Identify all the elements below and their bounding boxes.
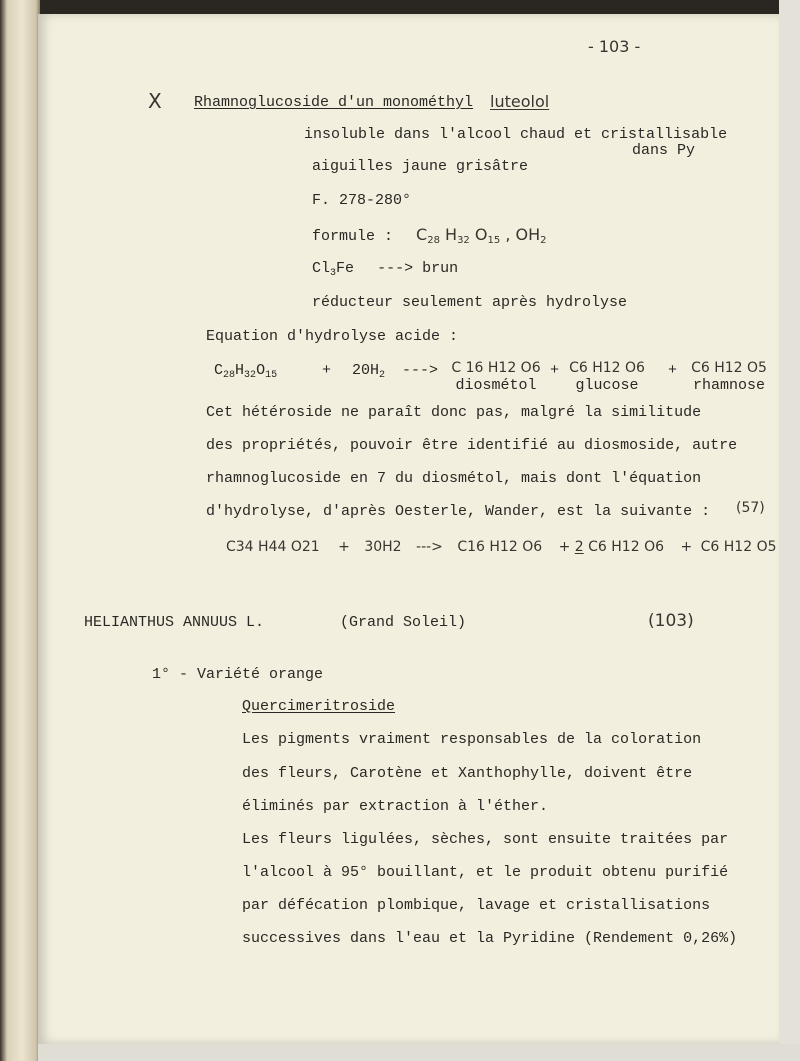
document-page: [38, 14, 779, 1044]
eq2-reactant: C34 H44 O21: [226, 539, 320, 555]
reference-57: (57): [736, 500, 765, 516]
page-number: - 103 -: [588, 37, 641, 56]
eq1-reactant: $C_{28}H_{32}O_{15}$: [214, 362, 278, 381]
eq1-product-rhamnose: C6 H12 O5 rhamnose: [691, 360, 767, 394]
equation-title: Equation d'hydrolyse acide :: [206, 328, 459, 345]
property-solubility: insoluble dans l'alcool chaud et cristallisable: [304, 126, 728, 143]
eq1-product-glucose: C6 H12 O6 glucose: [569, 360, 645, 394]
paragraph-line: Cet hétéroside ne paraît donc pas, malgré la similitude: [206, 404, 702, 421]
property-needles: aiguilles jaune grisâtre: [312, 158, 529, 175]
paragraph-line: des fleurs, Carotène et Xanthophylle, doivent être: [242, 765, 693, 782]
eq1-product-diosmetol: C 16 H12 O6 diosmétol: [451, 360, 541, 394]
scan-background-right: [779, 0, 800, 1061]
scan-background-bottom: [38, 1044, 800, 1061]
variety-heading: 1° - Variété orange: [152, 666, 324, 683]
formula-label: formule :: [312, 228, 394, 245]
paragraph-line: éliminés par extraction à l'éther.: [242, 798, 549, 815]
eq1-plus-1: +: [322, 362, 332, 379]
eq1-plus-3: +: [668, 362, 678, 379]
ferric-chloride-test: $Cl_3Fe$ ---> brun: [312, 260, 459, 279]
property-solubility-py: dans Py: [632, 142, 696, 159]
heading-luteolol: luteolol: [490, 92, 550, 111]
eq1-arrow: --->: [402, 362, 439, 379]
paragraph-line: l'alcool à 95° bouillant, et le produit obtenu purifié: [242, 864, 729, 881]
eq2-coefficient: 2: [574, 539, 584, 555]
eq2-line: C34 H44 O21 + 30H2 ---> C16 H12 O6 + 2 C6 H12 O6 + C6 H12 O5: [226, 539, 777, 555]
formula-line: [312, 226, 546, 250]
section-species-name: HELIANTHUS ANNUUS L.: [84, 614, 265, 631]
eq1-plus-2: +: [550, 362, 560, 379]
section-common-name: (Grand Soleil): [340, 614, 467, 631]
compound-heading: Quercimeritroside: [242, 698, 396, 715]
paragraph-line: Les pigments vraiment responsables de la coloration: [242, 731, 702, 748]
eq1-water: $20H_2$: [352, 362, 386, 381]
margin-x-mark: X: [148, 89, 162, 113]
paragraph-line: rhamnoglucoside en 7 du diosmétol, mais dont l'équation: [206, 470, 702, 487]
paragraph-line: Les fleurs ligulées, sèches, sont ensuite traitées par: [242, 831, 729, 848]
heading-rhamnoglucoside: Rhamnoglucoside d'un monométhyl: [194, 94, 474, 111]
paragraph-line: des propriétés, pouvoir être identifié au diosmoside, autre: [206, 437, 738, 454]
paragraph-line: d'hydrolyse, d'après Oesterle, Wander, est la suivante :: [206, 503, 711, 520]
property-reducing: réducteur seulement après hydrolyse: [312, 294, 628, 311]
property-melting-point: F. 278-280°: [312, 192, 412, 209]
paragraph-line: successives dans l'eau et la Pyridine (Rendement 0,26%): [242, 930, 738, 947]
formula-value: $C_{28}$ $H_{32}$ $O_{15}$ , $OH_2$: [416, 225, 547, 246]
book-binding: [0, 0, 40, 1061]
section-reference: (103): [648, 611, 694, 631]
paragraph-line: par défécation plombique, lavage et cristallisations: [242, 897, 711, 914]
